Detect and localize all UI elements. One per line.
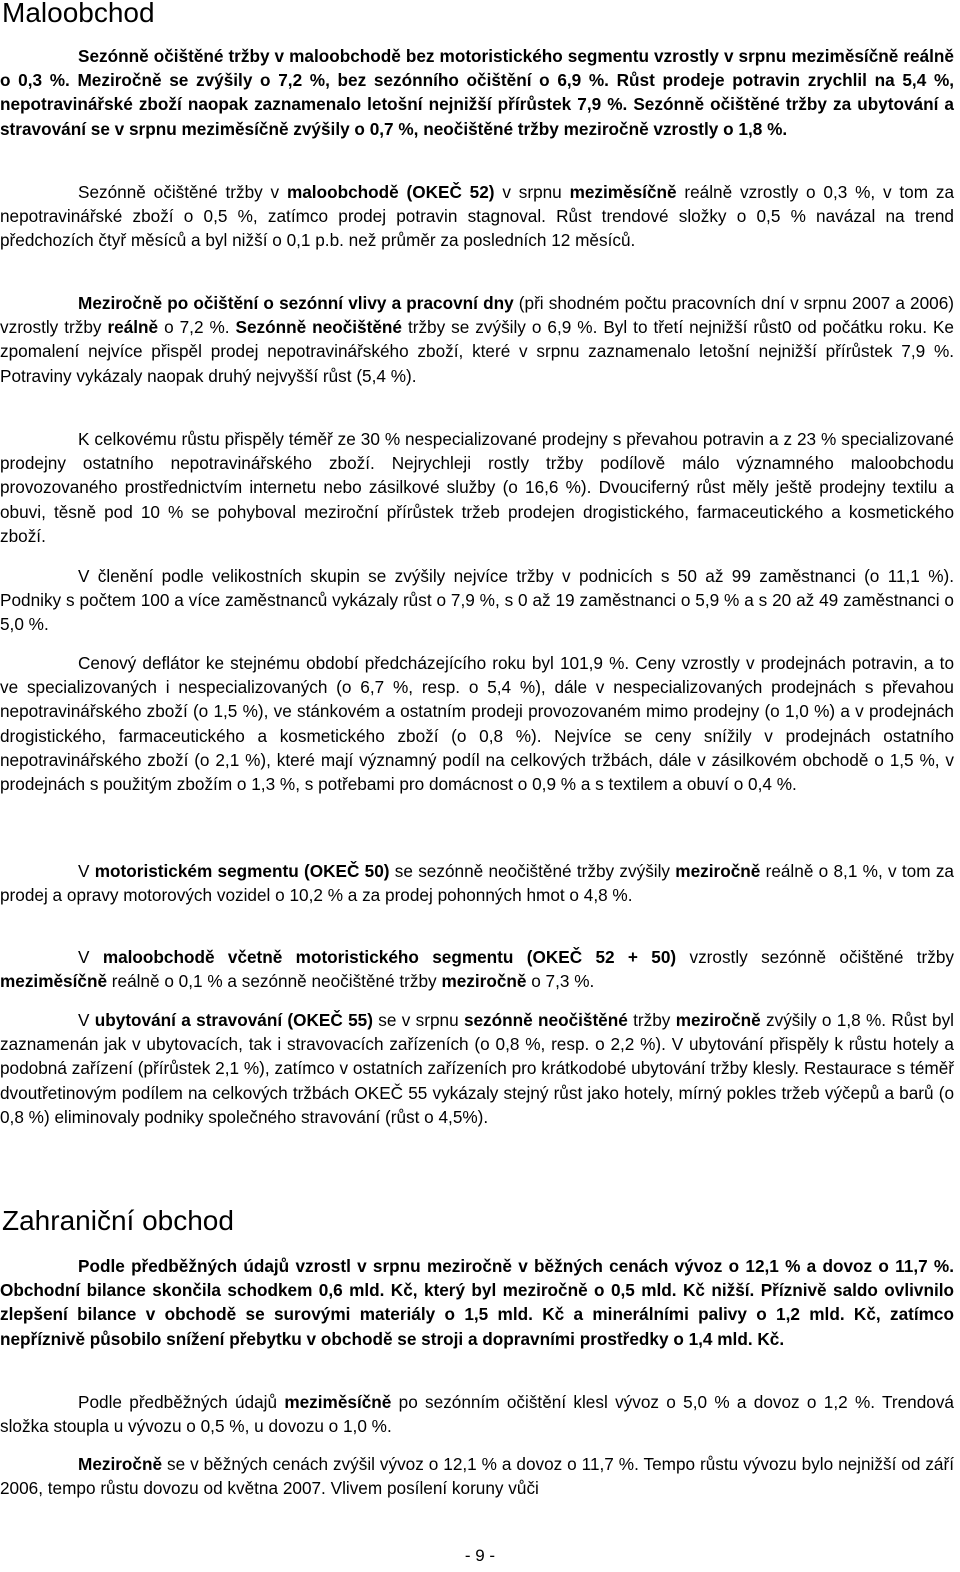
retail-paragraph-6: V motoristickém segmentu (OKEČ 50) se sezónně neočištěné tržby zvýšily meziročně reálně o 8,1 %, v tom za prodej a opravy motorových vozidel o 10,2 % a za prodej pohonných hmot o 4,8 %. [0,861,954,906]
trade-paragraph-2: Meziročně se v běžných cenách zvýšil vývoz o 12,1 % a dovoz o 11,7 %. Tempo růstu vývozu bylo nejnižší od září 2006, tempo růstu dovozu od května 2007. Vlivem posílení koruny vůči [0,1454,954,1499]
trade-paragraph-1: Podle předběžných údajů meziměsíčně po sezónním očištění klesl vývoz o 5,0 % a dovoz o 1,2 %. Trendová složka stoupla u vývozu o 0,5 %, u dovozu o 1,0 %. [0,1392,954,1437]
retail-paragraph-5: Cenový deflátor ke stejnému období předcházejícího roku byl 101,9 %. Ceny vzrostly v prodejnách potravin, a to ve specializovaných i nespecializovaných (o 6,7 %, resp. o 5,4 %), dále v nespecializovaných prodejnách s převahou nepotravinářského zboží (o 1,5 %), ve stánkovém a ostatním prodeji provozovaném mimo prodejny (o 1,0 %) a v prodejnách drogistického, farmaceutického a kosmetického zboží (o 0,8 %). Nejvíce se ceny snížily v prodejnách ostatního nepotravinářského zboží (o 2,1 %), které mají významný podíl na celkových tržbách, dále v zásilkovém obchodě o 1,5 %, v prodejnách s použitým zbožím o 1,3 %, s potřebami pro domácnost o 0,9 % a s textilem a obuví o 0,4 %. [0,653,954,795]
retail-paragraph-4: V členění podle velikostních skupin se zvýšily nejvíce tržby v podnicích s 50 až 99 zaměstnanci (o 11,1 %). Podniky s počtem 100 a více zaměstnanců vykázaly růst o 7,9 %, s 0 až 19 zaměstnanci o 5,9 % a s 20 až 49 zaměstnanci o 5,0 %. [0,566,954,635]
page-number: - 9 - [464,1546,496,1565]
retail-paragraph-3: K celkovému růstu přispěly téměř ze 30 % nespecializované prodejny s převahou potravin a z 23 % specializované prodejny ostatního nepotravinářského zboží. Nejrychleji rostly tržby podílově málo významného maloobchodu provozovaného prostřednictvím internetu nebo zásilkové služby (o 16,6 %). Dvouciferný růst měly ještě prodejny textilu a obuvi, těsně pod 10 % se pohyboval meziroční přírůstek tržeb prodejen drogistického, farmaceutického a kosmetického zboží. [0,429,954,546]
retail-paragraph-8: V ubytování a stravování (OKEČ 55) se v srpnu sezónně neočištěné tržby meziročně zvýšily o 1,8 %. Růst byl zaznamenán jak v ubytovacích, tak i stravovacích zařízeních (o 0,8 %, resp. o 2,2 %). V ubytování přispěly k růstu hotely a podobná zařízení (přírůstek 2,1 %), zatímco v ostatních zařízeních pro krátkodobé ubytování tržby klesly. Restaurace s téměř dvoutřetinovým podílem na celkových tržbách OKEČ 55 vykázaly stejný růst jako hotely, mírný pokles tržeb výčepů a barů (o 0,8 %) eliminovaly podniky společného stravování (růst o 4,5%). [0,1010,954,1127]
section-title-retail: Maloobchod [2,0,155,28]
section-title-trade: Zahraniční obchod [2,1205,234,1236]
trade-lead-paragraph: Podle předběžných údajů vzrostl v srpnu meziročně v běžných cenách vývoz o 12,1 % a dovoz o 11,7 %. Obchodní bilance skončila schodkem 0,6 mld. Kč, který byl meziročně o 0,5 mld. Kč nižší. Příznivě saldo ovlivnilo zlepšení bilance v obchodě se surovými materiály o 1,5 mld. Kč a minerálními palivy o 1,2 mld. Kč, zatímco nepříznivě působilo snížení přebytku v obchodě se stroji a dopravními prostředky o 1,4 mld. Kč. [0,1256,954,1349]
retail-lead-paragraph: Sezónně očištěné tržby v maloobchodě bez motoristického segmentu vzrostly v srpnu meziměsíčně reálně o 0,3 %. Meziročně se zvýšily o 7,2 %, bez sezónního očištění o 6,9 %. Růst prodeje potravin zrychlil na 5,4 %, nepotravinářské zboží naopak zaznamenalo letošní nejnižší přírůstek 7,9 %. Sezónně očištěné tržby za ubytování a stravování se v srpnu meziměsíčně zvýšily o 0,7 %, neočištěné tržby meziročně vzrostly o 1,8 %. [0,46,954,139]
retail-paragraph-2: Meziročně po očištění o sezónní vlivy a pracovní dny (při shodném počtu pracovních dní v srpnu 2007 a 2006) vzrostly tržby reálně o 7,2 %. Sezónně neočištěné tržby se zvýšily o 6,9 %. Byl to třetí nejnižší růst0 od počátku roku. Ke zpomalení nejvíce přispěl prodej nepotravinářského zboží, které v srpnu zaznamenalo letošní nejnižší přírůstek 7,9 %. Potraviny vykázaly naopak druhý nejvyšší růst (5,4 %). [0,293,954,386]
retail-paragraph-7: V maloobchodě včetně motoristického segmentu (OKEČ 52 + 50) vzrostly sezónně očištěné tržby meziměsíčně reálně o 0,1 % a sezónně neočištěné tržby meziročně o 7,3 %. [0,947,954,992]
retail-paragraph-1: Sezónně očištěné tržby v maloobchodě (OKEČ 52) v srpnu meziměsíčně reálně vzrostly o 0,3 %, v tom za nepotravinářské zboží o 0,5 %, zatímco prodej potravin stagnoval. Růst trendové složky o 0,5 % navázal na trend předchozích čtyř měsíců a byl nižší o 0,1 p.b. než průměr za posledních 12 měsíců. [0,182,955,251]
